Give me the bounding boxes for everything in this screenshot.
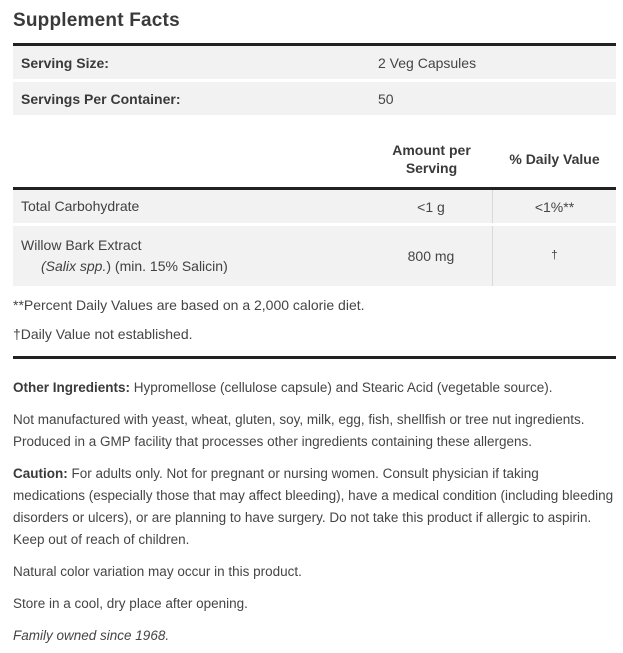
latin-name-rest: ) (min. 15% Salicin) — [106, 258, 228, 275]
nutrient-amount: 800 mg — [370, 226, 493, 286]
footnote-daily-value-not-established: †Daily Value not established. — [13, 326, 193, 343]
page-title: Supplement Facts — [13, 10, 180, 31]
amount-per-serving-header: Amount per Serving — [392, 142, 471, 177]
nutrient-daily-value: <1%** — [534, 198, 575, 215]
nutrient-amount: <1 g — [370, 190, 493, 223]
nutrient-table — [13, 190, 616, 286]
serving-info-section — [13, 46, 616, 115]
caution-text — [13, 463, 614, 551]
color-variation-note: Natural color variation may occur in this product. — [13, 563, 302, 579]
column-header-spacer — [13, 141, 370, 177]
nutrient-name — [13, 226, 370, 286]
other-ingredients-label: Other Ingredients: — [13, 379, 131, 395]
nutrient-name-line2 — [21, 256, 228, 278]
servings-per-container-row — [13, 82, 616, 115]
serving-size-value: 2 Veg Capsules — [378, 54, 477, 71]
serving-size-label: Serving Size: — [21, 54, 109, 71]
table-row-willow-bark-extract — [13, 226, 616, 286]
nutrient-name: Total Carbohydrate — [21, 198, 140, 215]
caution-label: Caution: — [13, 465, 68, 481]
servings-per-container-value: 50 — [378, 90, 394, 107]
daily-value-header: % Daily Value — [509, 151, 600, 168]
table-row-total-carbohydrate — [13, 190, 616, 223]
latin-name-italic: (Salix spp. — [41, 258, 107, 275]
divider-bottom — [13, 356, 616, 359]
nutrient-name-line1: Willow Bark Extract — [21, 236, 142, 253]
storage-note: Store in a cool, dry place after opening. — [13, 595, 248, 611]
other-ingredients-text — [13, 377, 614, 399]
allergen-statement: Not manufactured with yeast, wheat, gluten, soy, milk, egg, fish, shellfish or tree nut ingredients. Produced in a GMP facility that processes other ingredients containing these allergens. — [13, 411, 585, 449]
nutrient-daily-value: † — [551, 250, 558, 263]
tagline: Family owned since 1968. — [13, 627, 170, 643]
caution-value: For adults only. Not for pregnant or nursing women. Consult physician if taking medications (especially those that may affect bleeding), have a medical condition (including bleeding disorders or ulcers), or are planning to have surgery. Do not take this product if allergic to aspirin. Keep out of reach of children. — [13, 465, 614, 547]
other-ingredients-value: Hypromellose (cellulose capsule) and Stearic Acid (vegetable source). — [130, 379, 553, 395]
serving-size-row — [13, 46, 616, 79]
footnote-percent-daily-values: **Percent Daily Values are based on a 2,000 calorie diet. — [13, 297, 365, 314]
table-column-headers — [13, 141, 616, 187]
servings-per-container-label: Servings Per Container: — [21, 90, 181, 107]
